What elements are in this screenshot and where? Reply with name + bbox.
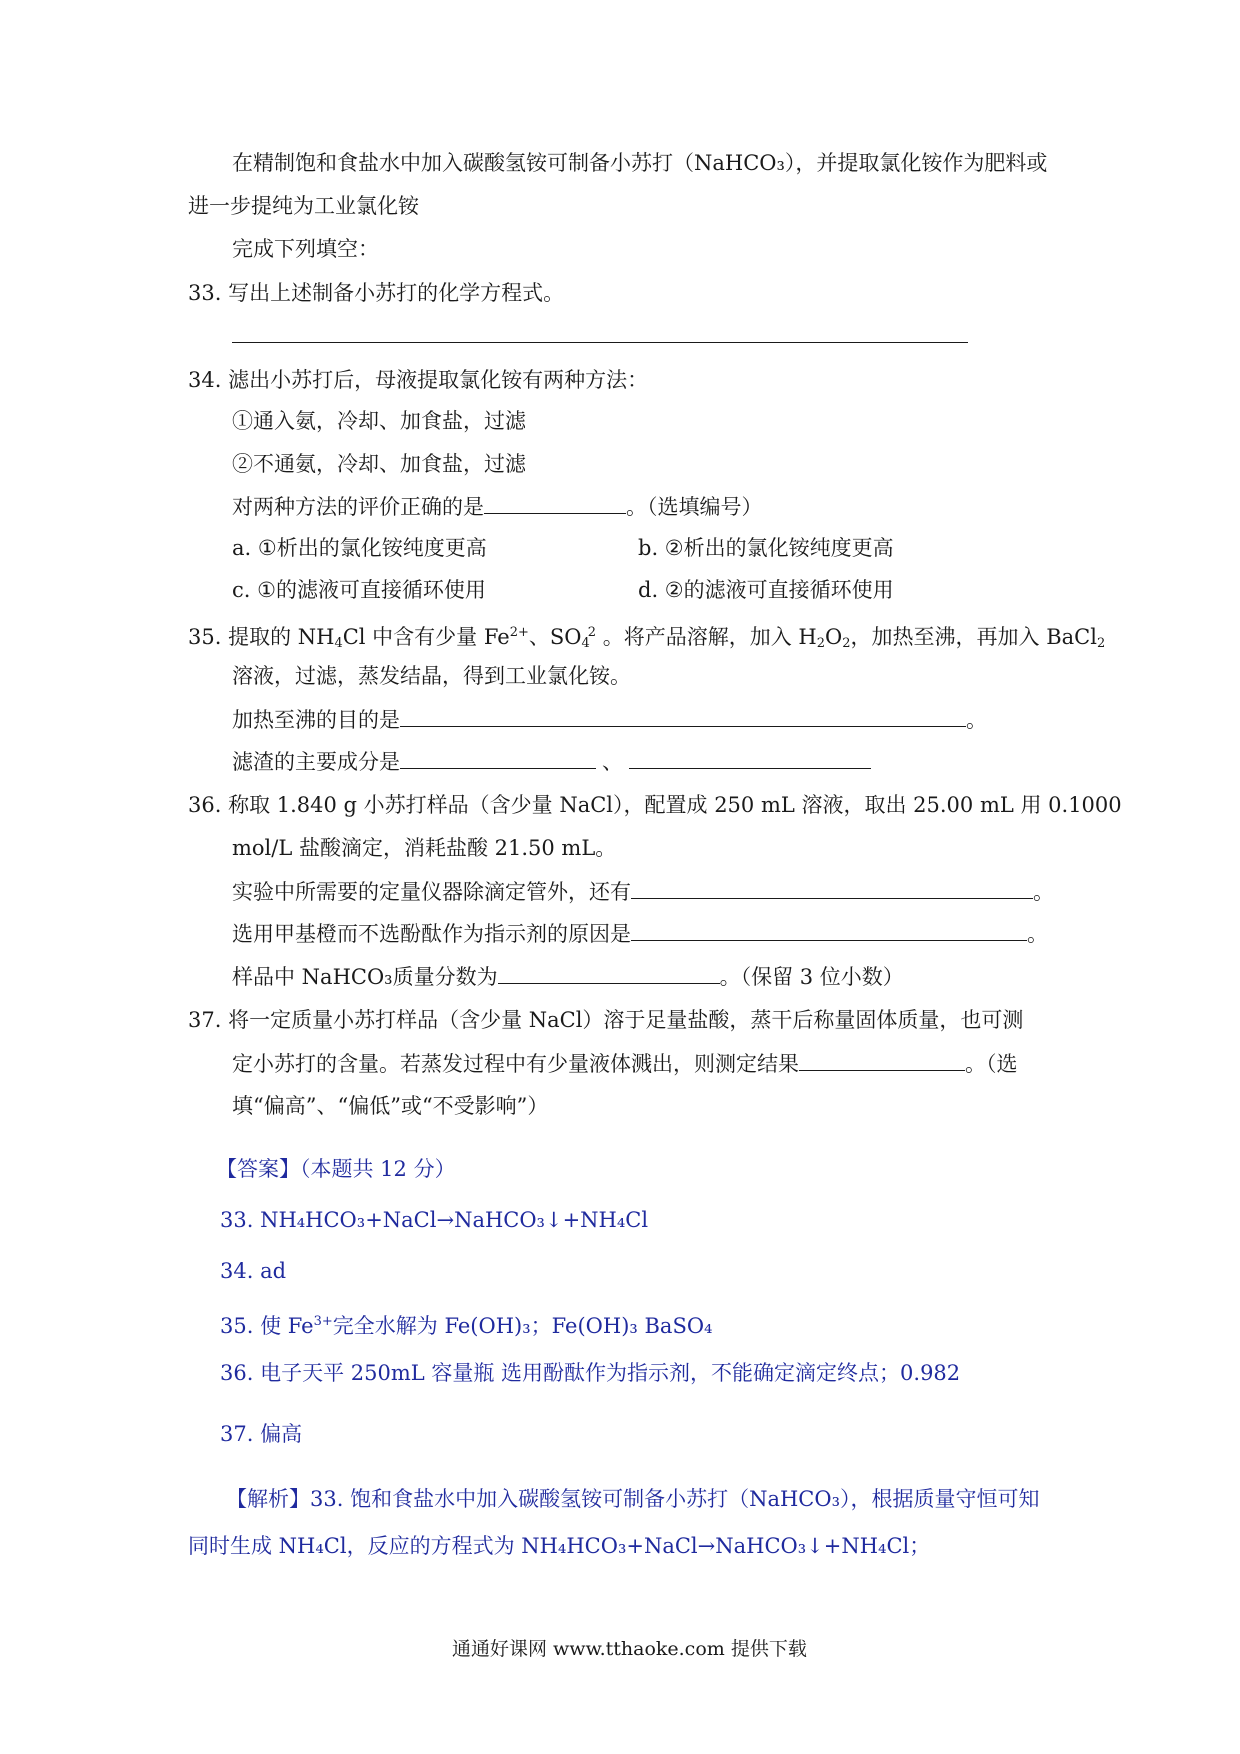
answer-35-pre: 35. 使 Fe xyxy=(220,1314,314,1338)
question-35-line2: 溶液，过滤，蒸发结晶，得到工业氯化铵。 xyxy=(232,664,631,688)
q34-option-b: b. ②析出的氯化铵纯度更高 xyxy=(638,536,894,560)
q34-blank xyxy=(484,493,626,514)
question-34-stem: 34. 滤出小苏打后，母液提取氯化铵有两种方法： xyxy=(188,368,649,392)
q35-sub-b: 4 xyxy=(581,636,590,651)
q35-sup-b: 2 xyxy=(587,625,597,640)
question-33: 33. 写出上述制备小苏打的化学方程式。 xyxy=(188,281,565,305)
q36-fraction-blank xyxy=(498,963,720,984)
question-36-line1: 36. 称取 1.840 g 小苏打样品（含少量 NaCl），配置成 250 mL 溶液，取出 25.00 mL 用 0.1000 xyxy=(188,793,1122,817)
q35-sub-c: 2 xyxy=(816,636,826,651)
q37-result-label: 定小苏打的含量。若蒸发过程中有少量液体溅出，则测定结果 xyxy=(232,1052,799,1076)
question-36-line4 xyxy=(232,920,1048,947)
answer-header xyxy=(216,1156,456,1182)
q36-indicator-blank xyxy=(631,920,1027,941)
answer-line-33 xyxy=(232,342,968,343)
question-35-line3 xyxy=(232,706,987,733)
answer-36: 36. 电子天平 250mL 容量瓶 选用酚酞作为指示剂，不能确定滴定终点；0.982 xyxy=(220,1361,961,1385)
question-37-line2 xyxy=(232,1050,1018,1077)
q35-text-c: 、SO xyxy=(528,625,582,649)
q36-instrument-label: 实验中所需要的定量仪器除滴定管外，还有 xyxy=(232,880,631,904)
q36-instrument-end: 。 xyxy=(1033,880,1054,904)
q35-residue-blank1 xyxy=(400,748,596,769)
answer-score: （本题共 12 分） xyxy=(300,1157,456,1181)
q37-result-end: 。（选 xyxy=(965,1052,1018,1076)
q36-indicator-end: 。 xyxy=(1027,922,1048,946)
q37-result-blank xyxy=(799,1050,965,1071)
question-34-method2: ②不通氨，冷却、加食盐，过滤 xyxy=(232,452,526,476)
q35-purpose-blank xyxy=(400,706,966,727)
answer-35-post: 完全水解为 Fe(OH)₃；Fe(OH)₃ BaSO₄ xyxy=(332,1314,713,1338)
q35-text-a: 35. 提取的 NH xyxy=(188,625,335,649)
q36-fraction-end: 。（保留 3 位小数） xyxy=(719,965,904,989)
q36-fraction-label: 样品中 NaHCO₃质量分数为 xyxy=(232,965,498,989)
analysis-line2: 同时生成 NH₄Cl，反应的方程式为 NH₄HCO₃+NaCl→NaHCO₃↓+NH₄Cl； xyxy=(188,1534,931,1558)
answer-tag: 【答案】 xyxy=(216,1157,300,1181)
intro-paragraph-line2: 进一步提纯为工业氯化铵 xyxy=(188,194,419,218)
intro-paragraph-line1: 在精制饱和食盐水中加入碳酸氢铵可制备小苏打（NaHCO₃），并提取氯化铵作为肥料或 xyxy=(232,151,1048,175)
question-36-line3 xyxy=(232,878,1054,905)
analysis-line1 xyxy=(226,1486,1039,1512)
q35-purpose-end: 。 xyxy=(966,708,987,732)
question-37-line1: 37. 将一定质量小苏打样品（含少量 NaCl）溶于足量盐酸，蒸干后称量固体质量，也可测 xyxy=(188,1008,1024,1032)
instruction-text: 完成下列填空： xyxy=(232,237,379,261)
q35-text-d: 。将产品溶解，加入 H xyxy=(596,625,817,649)
q34-option-d: d. ②的滤液可直接循环使用 xyxy=(638,578,894,602)
q36-indicator-label: 选用甲基橙而不选酚酞作为指示剂的原因是 xyxy=(232,922,631,946)
q35-sub-a: 4 xyxy=(334,636,343,651)
answer-34: 34. ad xyxy=(220,1259,287,1283)
q34-option-c: c. ①的滤液可直接循环使用 xyxy=(232,578,486,602)
answer-33: 33. NH₄HCO₃+NaCl→NaHCO₃↓+NH₄Cl xyxy=(220,1208,649,1232)
q36-instrument-blank xyxy=(631,878,1033,899)
question-34-ask xyxy=(232,493,763,520)
q35-residue-label: 滤渣的主要成分是 xyxy=(232,750,400,774)
analysis-tag: 【解析】 xyxy=(226,1487,310,1511)
q34-option-a: a. ①析出的氯化铵纯度更高 xyxy=(232,536,487,560)
q35-text-b: Cl 中含有少量 Fe xyxy=(342,625,510,649)
question-35-line1 xyxy=(188,620,1105,657)
q35-sub-e: 2 xyxy=(1096,636,1106,651)
question-34-method1: ①通入氨，冷却、加食盐，过滤 xyxy=(232,409,526,433)
question-35-line4 xyxy=(232,748,871,775)
question-36-line2: mol/L 盐酸滴定，消耗盐酸 21.50 mL。 xyxy=(232,836,617,860)
answer-35-sup: 3+ xyxy=(313,1314,333,1329)
answer-37: 37. 偏高 xyxy=(220,1422,303,1446)
q35-residue-sep: 、 xyxy=(602,750,623,774)
q35-residue-blank2 xyxy=(629,748,871,769)
q35-sup-a: 2+ xyxy=(509,625,529,640)
q35-purpose-label: 加热至沸的目的是 xyxy=(232,708,400,732)
question-37-line3: 填“偏高”、“偏低”或“不受影响”） xyxy=(232,1094,549,1118)
answer-35 xyxy=(220,1309,712,1339)
q35-text-f: ，加热至沸，再加入 BaCl xyxy=(850,625,1097,649)
q35-text-e: O xyxy=(825,625,843,649)
analysis-line1-text: 33. 饱和食盐水中加入碳酸氢铵可制备小苏打（NaHCO₃），根据质量守恒可知 xyxy=(310,1487,1040,1511)
footer-source: 通通好课网 www.tthaoke.com 提供下载 xyxy=(452,1638,807,1660)
q35-sub-d: 2 xyxy=(842,636,851,651)
q34-ask-post: 。（选填编号） xyxy=(626,495,763,519)
q34-ask-pre: 对两种方法的评价正确的是 xyxy=(232,495,484,519)
question-36-line5 xyxy=(232,963,904,990)
